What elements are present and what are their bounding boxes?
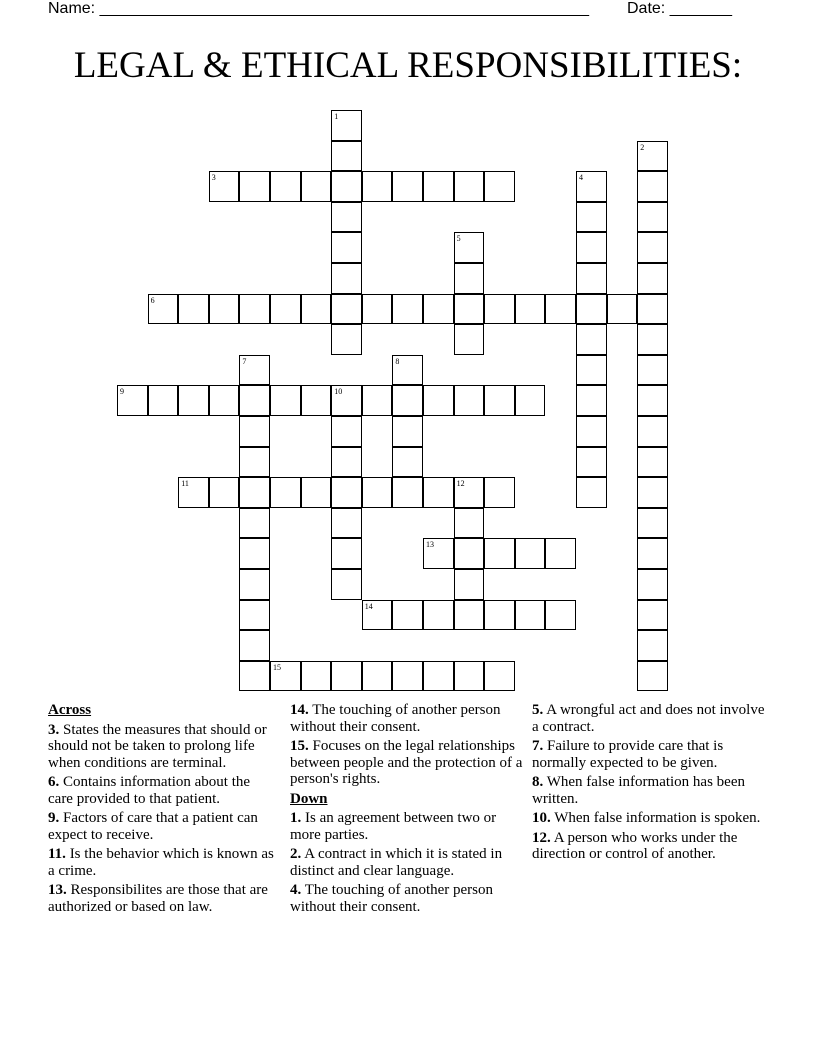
grid-cell[interactable] [392, 447, 423, 478]
grid-cell[interactable] [362, 477, 393, 508]
clue-number: 4. [290, 882, 302, 898]
grid-cell[interactable] [454, 508, 485, 539]
clue-number-label: 1 [334, 112, 339, 121]
grid-cell[interactable] [392, 294, 423, 325]
grid-cell[interactable] [331, 324, 362, 355]
clue-text: States the measures that should or should not be taken to prolong life when conditions are terminal. [48, 721, 267, 771]
grid-cell[interactable] [209, 294, 240, 325]
grid-cell[interactable] [607, 294, 638, 325]
clue-number-label: 10 [334, 387, 343, 397]
grid-cell[interactable] [331, 508, 362, 539]
clue-number-label: 13 [426, 540, 434, 550]
grid-cell[interactable] [515, 294, 546, 325]
grid-cell[interactable] [637, 416, 668, 447]
clue-number-label: 3 [211, 173, 216, 183]
clue-number: 15. [290, 738, 309, 754]
across-clue-3 [48, 722, 276, 772]
grid-cell[interactable] [576, 355, 607, 386]
grid-cell[interactable] [362, 385, 393, 416]
grid-cell[interactable] [637, 202, 668, 233]
grid-cell[interactable] [362, 171, 393, 202]
grid-cell[interactable] [301, 477, 332, 508]
grid-cell[interactable] [239, 477, 270, 508]
grid-cell[interactable] [545, 538, 576, 569]
grid-cell[interactable] [454, 263, 485, 294]
grid-cell[interactable] [637, 477, 668, 508]
grid-cell[interactable] [423, 171, 454, 202]
grid-cell[interactable] [515, 385, 546, 416]
across-clue-15 [290, 738, 526, 788]
grid-cell[interactable] [637, 355, 668, 386]
down-clue-1 [290, 810, 526, 843]
grid-cell[interactable] [484, 538, 515, 569]
grid-cell[interactable] [331, 263, 362, 294]
clue-text: Responsibilites are those that are authorized or based on law. [48, 882, 268, 915]
clue-number-label: 2 [640, 142, 645, 152]
clue-number: 3. [48, 721, 60, 738]
grid-cell[interactable] [576, 202, 607, 233]
grid-cell[interactable] [576, 232, 607, 263]
clue-text: Failure to provide care that is normally expected to be given. [532, 738, 724, 771]
down-clue-7 [532, 738, 772, 771]
down-heading: Down [290, 790, 328, 807]
down-clue-4 [290, 882, 526, 915]
grid-cell[interactable] [576, 447, 607, 478]
clue-text: Is an agreement between two or more parties. [290, 810, 497, 843]
grid-cell[interactable] [454, 324, 485, 355]
grid-cell[interactable] [484, 661, 515, 692]
grid-cell[interactable] [239, 538, 270, 569]
grid-cell[interactable] [239, 447, 270, 478]
grid-cell[interactable] [301, 294, 332, 325]
grid-cell[interactable] [576, 324, 607, 355]
down-clue-2 [290, 846, 526, 879]
grid-cell[interactable] [178, 385, 209, 416]
clue-text: When false information has been written. [532, 774, 745, 807]
down-clue-8 [532, 774, 772, 807]
grid-cell[interactable] [239, 294, 270, 325]
clue-number: 9. [48, 810, 60, 826]
clue-number-label: 8 [395, 356, 400, 366]
grid-cell[interactable] [637, 508, 668, 539]
grid-cell[interactable] [454, 569, 485, 600]
grid-cell[interactable] [239, 171, 270, 202]
clue-number: 5. [532, 702, 544, 718]
clue-number: 12. [532, 829, 551, 846]
grid-cell[interactable] [178, 294, 209, 325]
grid-cell[interactable] [637, 263, 668, 294]
grid-cell[interactable] [637, 324, 668, 355]
grid-cell[interactable] [270, 477, 301, 508]
clue-text: Focuses on the legal relationships between people and the protection of a person's rights. [290, 738, 523, 787]
clue-number: 13. [48, 882, 67, 898]
down-clue-10 [532, 810, 772, 827]
grid-cell[interactable] [239, 508, 270, 539]
grid-cell[interactable] [331, 202, 362, 233]
grid-cell[interactable] [362, 661, 393, 692]
across-heading: Across [48, 702, 92, 718]
clue-number: 2. [290, 846, 302, 862]
clue-column-3 [532, 702, 772, 866]
grid-cell[interactable] [301, 385, 332, 416]
grid-cell[interactable] [331, 294, 362, 325]
grid-cell[interactable] [637, 447, 668, 478]
grid-cell[interactable] [392, 661, 423, 692]
grid-cell[interactable] [484, 171, 515, 202]
grid-cell[interactable] [637, 661, 668, 692]
grid-cell[interactable] [423, 477, 454, 508]
grid-cell[interactable] [454, 385, 485, 416]
grid-cell[interactable] [637, 294, 668, 325]
clue-text: A wrongful act and does not involve a contract. [532, 702, 765, 735]
clue-number-label: 6 [150, 295, 155, 305]
grid-cell[interactable] [331, 141, 362, 172]
grid-cell[interactable] [392, 385, 423, 416]
grid-cell[interactable] [209, 477, 240, 508]
grid-cell[interactable] [331, 661, 362, 692]
grid-cell[interactable] [239, 600, 270, 631]
clue-column-1 [48, 702, 276, 918]
grid-cell[interactable] [454, 538, 485, 569]
grid-cell[interactable] [209, 385, 240, 416]
grid-cell[interactable] [484, 385, 515, 416]
grid-cell[interactable] [239, 569, 270, 600]
clue-text: A person who works under the direction or control of another. [532, 829, 738, 862]
grid-cell[interactable] [637, 385, 668, 416]
grid-cell[interactable] [637, 171, 668, 202]
grid-cell[interactable] [331, 477, 362, 508]
grid-cell[interactable] [331, 569, 362, 600]
grid-cell[interactable] [392, 600, 423, 631]
grid-cell[interactable] [484, 600, 515, 631]
clue-text: Contains information about the care provided to that patient. [48, 774, 251, 807]
grid-cell[interactable] [239, 661, 270, 692]
clue-number: 10. [532, 810, 551, 826]
down-clue-5 [532, 702, 772, 735]
grid-cell[interactable] [331, 171, 362, 202]
clue-text: The touching of another person without their consent. [290, 702, 501, 735]
clue-number-label: 9 [120, 387, 124, 397]
across-clue-6 [48, 774, 276, 807]
grid-cell[interactable] [454, 294, 485, 325]
date-field-label[interactable]: Date: _______ [627, 0, 732, 17]
clue-number: 11. [48, 846, 66, 862]
clue-number-label: 12 [456, 479, 465, 489]
grid-cell[interactable] [484, 477, 515, 508]
grid-cell[interactable] [454, 600, 485, 631]
clue-number: 14. [290, 702, 309, 718]
grid-cell[interactable] [637, 600, 668, 631]
grid-cell[interactable] [637, 232, 668, 263]
clue-number-label: 7 [242, 356, 247, 366]
grid-cell[interactable] [637, 630, 668, 661]
grid-cell[interactable] [392, 477, 423, 508]
grid-cell[interactable] [301, 661, 332, 692]
clue-number-label: 14 [364, 601, 373, 611]
grid-cell[interactable] [454, 171, 485, 202]
grid-cell[interactable] [637, 569, 668, 600]
grid-cell[interactable] [576, 294, 607, 325]
clue-number: 7. [532, 738, 544, 754]
clue-column-2 [290, 702, 526, 918]
grid-cell[interactable] [331, 232, 362, 263]
grid-cell[interactable] [423, 600, 454, 631]
grid-cell[interactable] [331, 538, 362, 569]
clue-text: Factors of care that a patient can expect to receive. [48, 810, 258, 843]
grid-cell[interactable] [423, 385, 454, 416]
grid-cell[interactable] [545, 600, 576, 631]
grid-cell[interactable] [148, 385, 179, 416]
clue-number-label: 5 [456, 234, 461, 244]
clue-number-label: 11 [181, 479, 189, 489]
grid-cell[interactable] [576, 263, 607, 294]
across-clue-11 [48, 846, 276, 879]
clue-text: When false information is spoken. [554, 810, 761, 826]
clue-text: The touching of another person without their consent. [290, 882, 494, 915]
clue-number: 1. [290, 810, 302, 826]
grid-cell[interactable] [423, 661, 454, 692]
clue-text: Is the behavior which is known as a crime. [48, 846, 274, 879]
grid-cell[interactable] [270, 385, 301, 416]
grid-cell[interactable] [392, 171, 423, 202]
grid-cell[interactable] [576, 385, 607, 416]
grid-cell[interactable] [515, 600, 546, 631]
grid-cell[interactable] [270, 294, 301, 325]
grid-cell[interactable] [637, 538, 668, 569]
grid-cell[interactable] [515, 538, 546, 569]
grid-cell[interactable] [239, 385, 270, 416]
grid-cell[interactable] [239, 630, 270, 661]
grid-cell[interactable] [454, 661, 485, 692]
grid-cell[interactable] [545, 294, 576, 325]
clue-number: 6. [48, 774, 60, 790]
grid-cell[interactable] [576, 477, 607, 508]
grid-cell[interactable] [331, 447, 362, 478]
grid-cell[interactable] [484, 294, 515, 325]
across-clue-13 [48, 882, 276, 915]
clue-number-label: 15 [273, 662, 281, 672]
grid-cell[interactable] [576, 416, 607, 447]
clue-text: A contract in which it is stated in distinct and clear language. [290, 846, 503, 879]
clue-number: 8. [532, 774, 544, 790]
grid-cell[interactable] [239, 416, 270, 447]
grid-cell[interactable] [270, 171, 301, 202]
grid-cell[interactable] [301, 171, 332, 202]
across-clue-14 [290, 702, 526, 735]
clue-number-label: 4 [579, 173, 583, 183]
across-clue-9 [48, 810, 276, 843]
name-field-label[interactable]: Name: _______________________________________________________ [48, 0, 589, 17]
grid-cell[interactable] [362, 294, 393, 325]
page-title: LEGAL & ETHICAL RESPONSIBILITIES: [73, 45, 743, 86]
grid-cell[interactable] [423, 294, 454, 325]
down-clue-12 [532, 830, 772, 863]
grid-cell[interactable] [392, 416, 423, 447]
grid-cell[interactable] [331, 416, 362, 447]
